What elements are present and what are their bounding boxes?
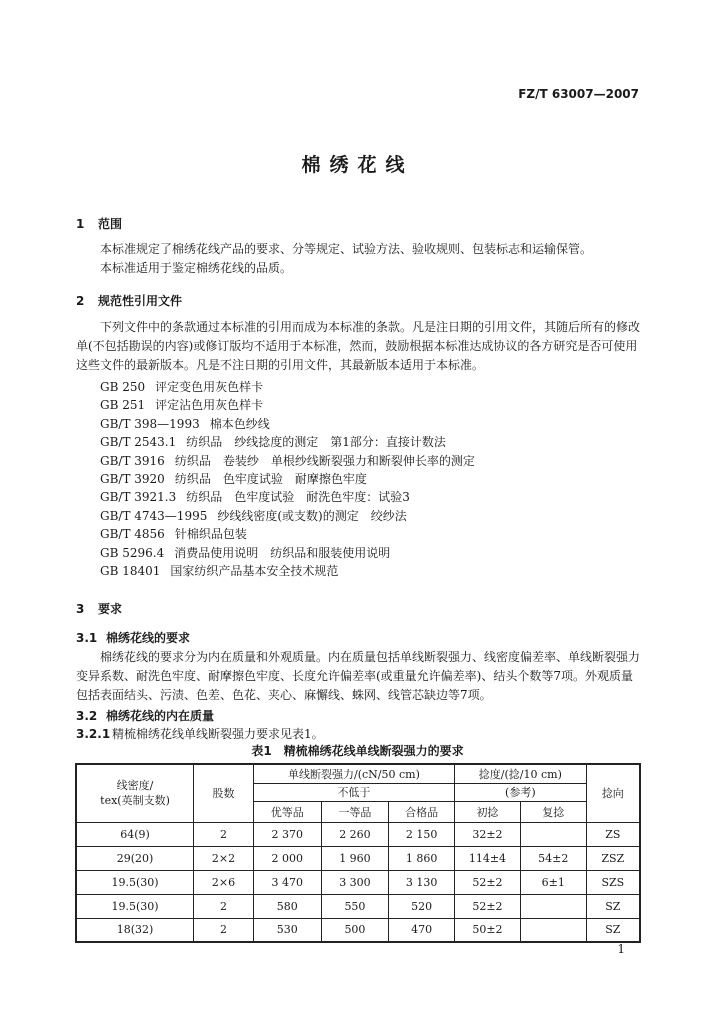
section-title: 范围	[98, 217, 123, 231]
section-3-2-1	[76, 725, 324, 742]
section-1-body	[76, 240, 640, 278]
table-row: 29(20) 2×2 2 000 1 960 1 860 114±4 54±2 ZSZ	[76, 846, 640, 870]
reference-item: GB 251 评定沾色用灰色样卡	[100, 398, 264, 413]
header-superior: 优等品	[253, 801, 321, 822]
table-row: 18(32) 2 530 500 470 50±2 SZ	[76, 918, 640, 942]
header-direction: 捻向	[586, 764, 640, 822]
table-row: 19.5(30) 2 580 550 520 52±2 SZ	[76, 894, 640, 918]
table-caption: 表1 精梳棉绣花线单线断裂强力的要求	[251, 744, 464, 758]
section-2-heading	[76, 292, 182, 309]
reference-item: GB 18401 国家纺织产品基本安全技术规范	[100, 563, 339, 578]
reference-item: GB/T 4856 针棉织品包装	[100, 527, 247, 542]
section-number: 1	[76, 217, 85, 231]
standard-number: FZ/T 63007—2007	[518, 87, 639, 101]
header-twist-ref: (参考)	[455, 783, 587, 801]
section-3-2-heading	[76, 707, 214, 724]
section-1-heading	[76, 215, 122, 232]
header-strength: 单线断裂强力/(cN/50 cm)	[253, 764, 454, 783]
section-number: 3.2.1	[76, 727, 111, 741]
header-ply: 股数	[194, 764, 254, 822]
reference-item: GB/T 398—1993 棉本色纱线	[100, 416, 270, 431]
paragraph: 本标准适用于鉴定棉绣花线的品质。	[100, 261, 293, 275]
section-3-1-body	[76, 648, 640, 705]
section-2-intro	[76, 318, 640, 375]
document-title: 棉绣花线	[301, 154, 414, 176]
section-number: 2	[76, 294, 85, 308]
section-3-heading	[76, 600, 122, 617]
paragraph: 本标准规定了棉绣花线产品的要求、分等规定、试验方法、验收规则、包装标志和运输保管。	[100, 242, 593, 256]
reference-item: GB 5296.4 消费品使用说明 纺织品和服装使用说明	[100, 545, 391, 560]
header-twist: 捻度/(捻/10 cm)	[455, 764, 587, 783]
page-number: 1	[617, 942, 625, 956]
section-title: 要求	[98, 602, 123, 616]
table-row: 19.5(30) 2×6 3 470 3 300 3 130 52±2 6±1 SZS	[76, 870, 640, 894]
paragraph: 棉绣花线的要求分为内在质量和外观质量。内在质量包括单线断裂强力、线密度偏差率、单线断裂强力变异系数、耐洗色牢度、耐摩擦色牢度、长度允许偏差率(或重量允许偏差率)、结头个数等7项。外观质量包括表面结头、污渍、色差、色花、夹心、麻懈线、蛛网、线管芯缺边等7项。	[76, 650, 641, 702]
reference-item: GB/T 2543.1 纺织品 纱线捻度的测定 第1部分：直接计数法	[100, 435, 446, 450]
paragraph: 下列文件中的条款通过本标准的引用而成为本标准的条款。凡是注日期的引用文件，其随后所有的修改单(不包括勘误的内容)或修订版均不适用于本标准，然而，鼓励根据本标准达成协议的各方研究是否可使用这些文件的最新版本。凡是不注日期的引用文件，其最新版本适用于本标准。	[76, 320, 641, 372]
header-first: 一等品	[321, 801, 389, 822]
reference-list	[100, 378, 475, 580]
header-twist-re: 复捻	[520, 801, 586, 822]
reference-item: GB/T 3921.3 纺织品 色牢度试验 耐洗色牢度：试验3	[100, 490, 410, 505]
section-3-1-heading	[76, 629, 190, 646]
reference-item: GB/T 3916 纺织品 卷装纱 单根纱线断裂强力和断裂伸长率的测定	[100, 453, 475, 468]
section-text: 精梳棉绣花线单线断裂强力要求见表1。	[112, 727, 324, 741]
section-title: 棉绣花线的要求	[106, 631, 191, 645]
strength-table	[75, 763, 641, 943]
section-number: 3.2	[76, 709, 98, 723]
section-number: 3	[76, 602, 85, 616]
reference-item: GB/T 4743—1995 纱线线密度(或支数)的测定 绞纱法	[100, 508, 407, 523]
header-density: 线密度/ tex(英制支数)	[76, 764, 194, 822]
table-row: 64(9) 2 2 370 2 260 2 150 32±2 ZS	[76, 822, 640, 846]
section-number: 3.1	[76, 631, 98, 645]
header-twist-initial: 初捻	[455, 801, 521, 822]
reference-item: GB 250 评定变色用灰色样卡	[100, 380, 264, 394]
reference-item: GB/T 3920 纺织品 色牢度试验 耐摩擦色牢度	[100, 471, 367, 486]
section-title: 棉绣花线的内在质量	[106, 709, 215, 723]
header-pass: 合格品	[389, 801, 455, 822]
section-title: 规范性引用文件	[98, 294, 183, 308]
header-min: 不低于	[253, 783, 454, 801]
